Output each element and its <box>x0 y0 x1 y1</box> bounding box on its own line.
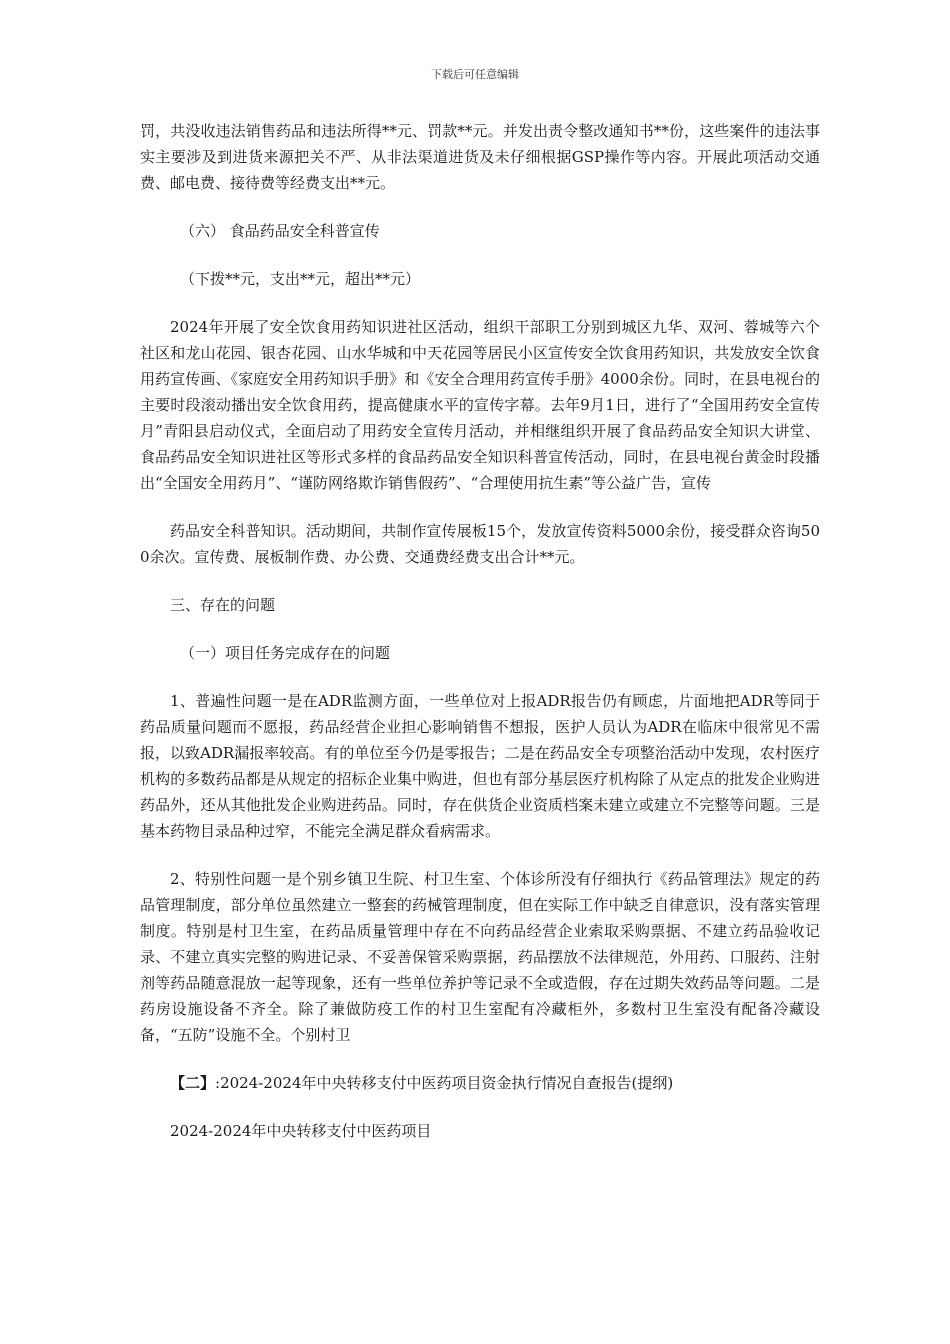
section-heading-six: （六） 食品药品安全科普宣传 <box>180 222 380 240</box>
section-two-mark: 【二】 <box>170 1074 216 1092</box>
section-heading-problems: 三、存在的问题 <box>170 596 276 614</box>
paragraph-community-campaign: 2024年开展了安全饮食用药知识进社区活动，组织干部职工分别到城区九华、双河、蓉城等六个社区和龙山花园、银杏花园、山水华城和中天花园等居民小区宣传安全饮食用药知识，共发放安全饮食用药宣传画、《家庭安全用药知识手册》和《安全合理用药宣传手册》4000余份。同时，在县电视台的主要时段滚动播出安全饮食用药，提高健康水平的宣传字幕。去年9月1日，进行了“全国用药安全宣传月”青阳县启动仪式，全面启动了用药安全宣传月活动，并相继组织开展了食品药品安全知识大讲堂、食品药品安全知识进社区等形式多样的食品药品安全知识科普宣传活动，同时，在县电视台黄金时段播出“全国安全用药月”、“谨防网络欺诈销售假药”、“合理使用抗生素”等公益广告，宣传 <box>140 318 820 492</box>
page-header-note: 下载后可任意编辑 <box>431 68 519 81</box>
section-two-title-text: :2024-2024年中央转移支付中医药项目资金执行情况自查报告(提纲) <box>215 1074 674 1092</box>
paragraph-general-issues: 1、普遍性问题一是在ADR监测方面，一些单位对上报ADR报告仍有顾虑，片面地把ADR等同于药品质量问题而不愿报，药品经营企业担心影响销售不想报，医护人员认为ADR在临床中很常见不需报，以致ADR漏报率较高。有的单位至今仍是零报告；二是在药品安全专项整治活动中发现，农村医疗机构的多数药品都是从规定的招标企业集中购进，但也有部分基层医疗机构除了从定点的批发企业购进药品外，还从其他批发企业购进药品。同时，存在供货企业资质档案未建立或建立不完整等问题。三是基本药物目录品种过窄，不能完全满足群众看病需求。 <box>140 692 820 840</box>
paragraph-project-title: 2024-2024年中央转移支付中医药项目 <box>170 1122 432 1140</box>
subsection-heading-task-problems: （一）项目任务完成存在的问题 <box>180 644 391 662</box>
document-body <box>140 118 820 1166</box>
paragraph-specific-issues: 2、特别性问题一是个别乡镇卫生院、村卫生室、个体诊所没有仔细执行《药品管理法》规定的药品管理制度，部分单位虽然建立一整套的药械管理制度，但在实际工作中缺乏自律意识，没有落实管理制度。特别是村卫生室，在药品质量管理中存在不向药品经营企业索取采购票据、不建立药品验收记录、不建立真实完整的购进记录、不妥善保管采购票据，药品摆放不法律规范，外用药、口服药、注射剂等药品随意混放一起等现象，还有一些单位养护等记录不全或造假，存在过期失效药品等问题。二是药房设施设备不齐全。除了兼做防疫工作的村卫生室配有冷藏柜外，多数村卫生室没有配备冷藏设备，“五防”设施不全。个别村卫 <box>140 870 820 1044</box>
section-two-title <box>140 1070 820 1096</box>
paragraph-penalty-summary: 罚，共没收违法销售药品和违法所得**元、罚款**元。并发出责令整改通知书**份，这些案件的违法事实主要涉及到进货来源把关不严、从非法渠道进货及未仔细根据GSP操作等内容。开展此项活动交通费、邮电费、接待费等经费支出**元。 <box>140 122 820 192</box>
paragraph-campaign-results: 药品安全科普知识。活动期间，共制作宣传展板15个，发放宣传资料5000余份，接受群众咨询500余次。宣传费、展板制作费、办公费、交通费经费支出合计**元。 <box>140 522 820 566</box>
budget-line-six: （下拨**元，支出**元，超出**元） <box>180 270 421 288</box>
